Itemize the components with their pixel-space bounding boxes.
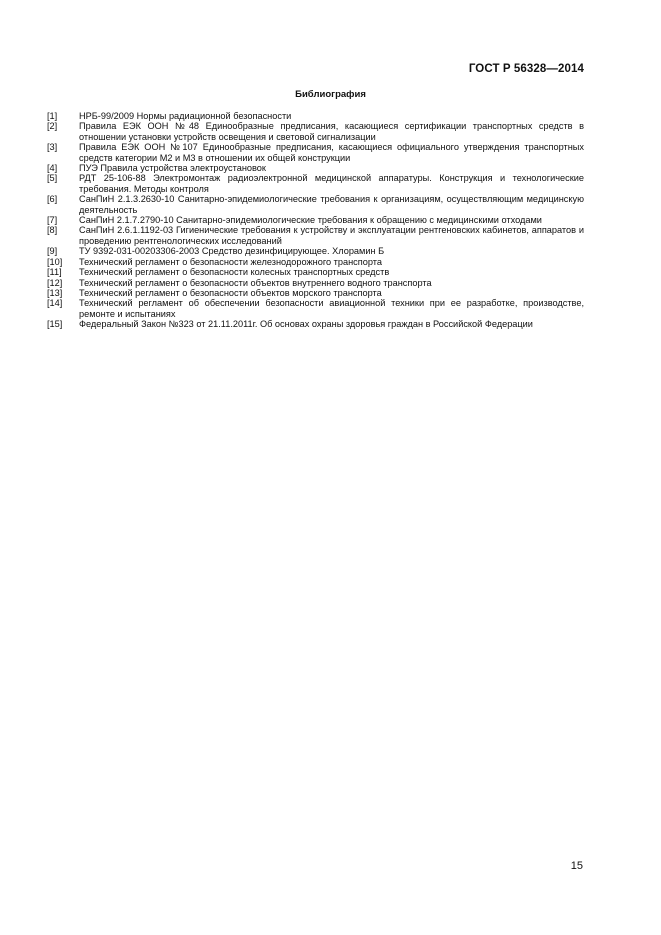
entry-number: [15] [47,319,63,330]
document-code: ГОСТ Р 56328—2014 [468,63,584,75]
entry-number: [11] [47,267,62,278]
entry-text: Технический регламент о безопасности железнодорожного транспорта [79,256,382,267]
bibliography-entry [47,298,584,319]
bibliography-entry [47,173,584,194]
entry-number: [10] [47,256,63,267]
entry-text: ТУ 9392-031-00203306-2003 Средство дезинфицирующее. Хлорамин Б [79,246,385,257]
bibliography-entry [47,319,584,329]
entry-number: [13] [47,287,63,298]
bibliography-list [47,111,584,330]
entry-number: [9] [47,246,58,257]
entry-number: [7] [47,215,58,226]
entry-number: [12] [47,277,63,288]
entry-text: Технический регламент о безопасности объектов морского транспорта [79,287,382,298]
entry-text: Технический регламент об обеспечении безопасности авиационной техники при ее разработке, производстве, ремонте и испытаниях [79,298,584,319]
entry-text: ПУЭ Правила устройства электроустановок [79,163,266,174]
bibliography-entry [47,121,584,142]
entry-text: Технический регламент о безопасности объектов внутреннего водного транспорта [79,277,432,288]
entry-text: Правила ЕЭК ООН №107 Единообразные предписания, касающиеся официального утверждения транспортных средств категории М2 и М3 в отношении их общей конструкции [79,142,584,163]
bibliography-entry [47,225,584,246]
entry-text: Технический регламент о безопасности колесных транспортных средств [79,267,390,278]
entry-text: Федеральный Закон №323 от 21.11.2011г. Об основах охраны здоровья граждан в Российской Федерации [79,319,533,330]
bibliography-entry [47,163,584,173]
bibliography-entry [47,246,584,256]
entry-number: [8] [47,225,58,236]
entry-text: СанПиН 2.1.7.2790-10 Санитарно-эпидемиологические требования к обращению с медицинскими отходами [79,215,542,226]
bibliography-entry [47,194,584,215]
entry-text: СанПиН 2.1.3.2630-10 Санитарно-эпидемиологические требования к организациям, осуществляющим медицинскую деятельность [79,194,584,215]
section-title: Библиография [295,89,366,100]
page-number: 15 [570,860,583,872]
entry-number: [1] [47,111,58,121]
bibliography-entry [47,278,584,288]
bibliography-entry [47,215,584,225]
bibliography-entry [47,142,584,163]
entry-number: [4] [47,163,58,174]
entry-number: [5] [47,173,58,184]
entry-number: [6] [47,194,58,205]
entry-number: [3] [47,142,58,153]
entry-text: Правила ЕЭК ООН №48 Единообразные предписания, касающиеся сертификации транспортных средств в отношении установки устройств освещения и световой сигнализации [79,121,584,142]
entry-text: РДТ 25-106-88 Электромонтаж радиоэлектронной медицинской аппаратуры. Конструкция и технологические требования. Методы контроля [79,173,584,194]
bibliography-entry [47,257,584,267]
bibliography-entry [47,267,584,277]
bibliography-entry [47,288,584,298]
entry-number: [2] [47,121,58,132]
entry-number: [14] [47,298,63,309]
entry-text: СанПиН 2.6.1.1192-03 Гигиенические требования к устройству и эксплуатации рентгеновских кабинетов, аппаратов и проведению рентгенологических исследований [79,225,584,246]
bibliography-entry [47,111,584,121]
entry-text: НРБ-99/2009 Нормы радиационной безопасности [79,111,292,121]
